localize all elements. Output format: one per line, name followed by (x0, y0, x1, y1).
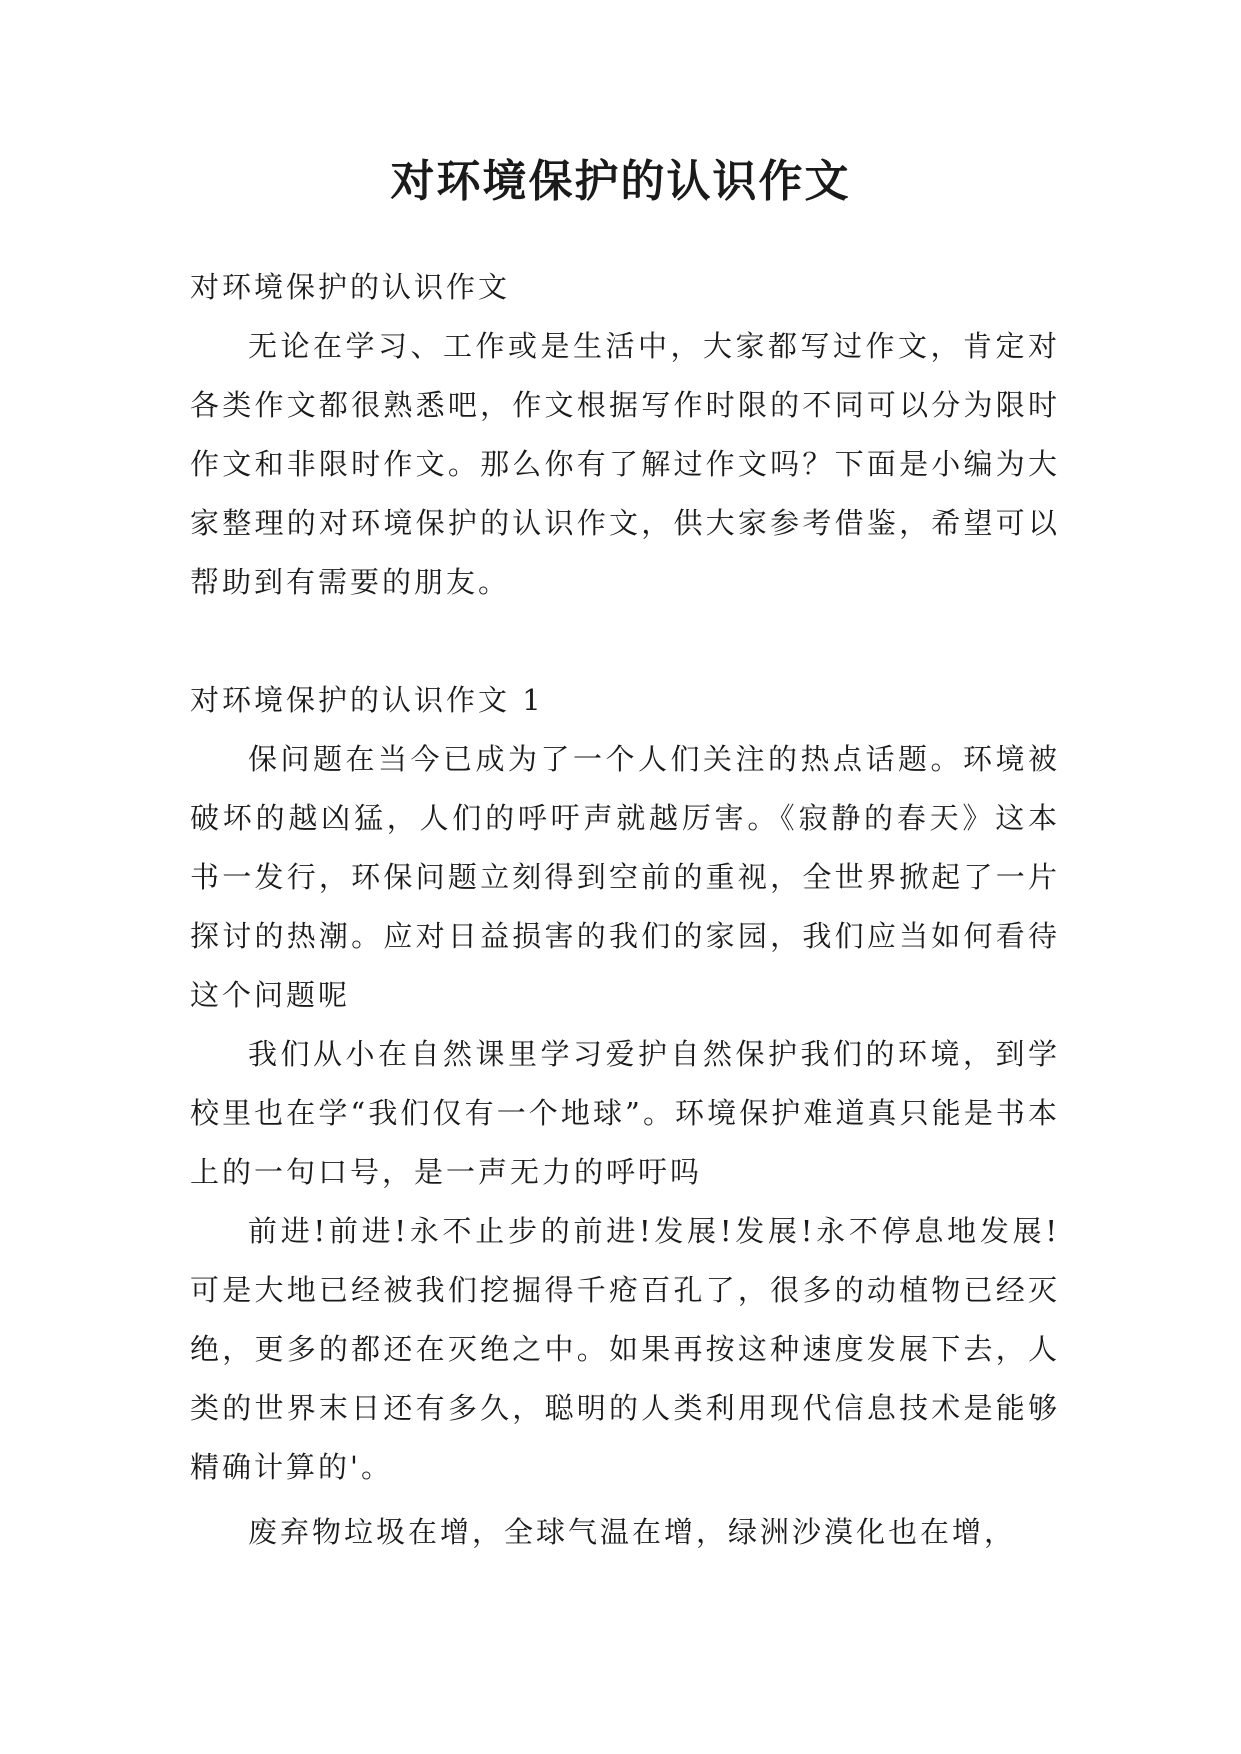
essay-paragraph: 废弃物垃圾在增，全球气温在增，绿洲沙漠化也在增， (248, 1515, 1017, 1549)
intro-heading: 对环境保护的认识作文 (190, 270, 511, 304)
essay-paragraph: 前进!前进!永不止步的前进!发展!发展!永不停息地发展!可是大地已经被我们挖掘得千疮百孔了，很多的动植物已经灭绝，更多的都还在灭绝之中。如果再按这种速度发展下去，人类的世界末日还有多久，聪明的人类利用现代信息技术是能够精确计算的'。 (190, 1214, 1060, 1484)
document-body (190, 258, 1060, 1562)
essay-paragraph: 我们从小在自然课里学习爱护自然保护我们的环境，到学校里也在学“我们仅有一个地球”。环境保护难道真只能是书本上的一句口号，是一声无力的呼吁吗 (190, 1037, 1060, 1189)
essay-heading: 对环境保护的认识作文 1 (190, 683, 544, 717)
section-spacer (190, 612, 1060, 671)
page-title: 对环境保护的认识作文 (390, 156, 851, 207)
essay-paragraph: 保问题在当今已成为了一个人们关注的热点话题。环境被破坏的越凶猛，人们的呼吁声就越厉害。《寂静的春天》这本书一发行，环保问题立刻得到空前的重视，全世界掀起了一片探讨的热潮。应对日益损害的我们的家园，我们应当如何看待这个问题呢 (190, 742, 1060, 1012)
intro-paragraph: 无论在学习、工作或是生活中，大家都写过作文，肯定对各类作文都很熟悉吧，作文根据写作时限的不同可以分为限时作文和非限时作文。那么你有了解过作文吗？下面是小编为大家整理的对环境保护的认识作文，供大家参考借鉴，希望可以帮助到有需要的朋友。 (190, 329, 1060, 599)
